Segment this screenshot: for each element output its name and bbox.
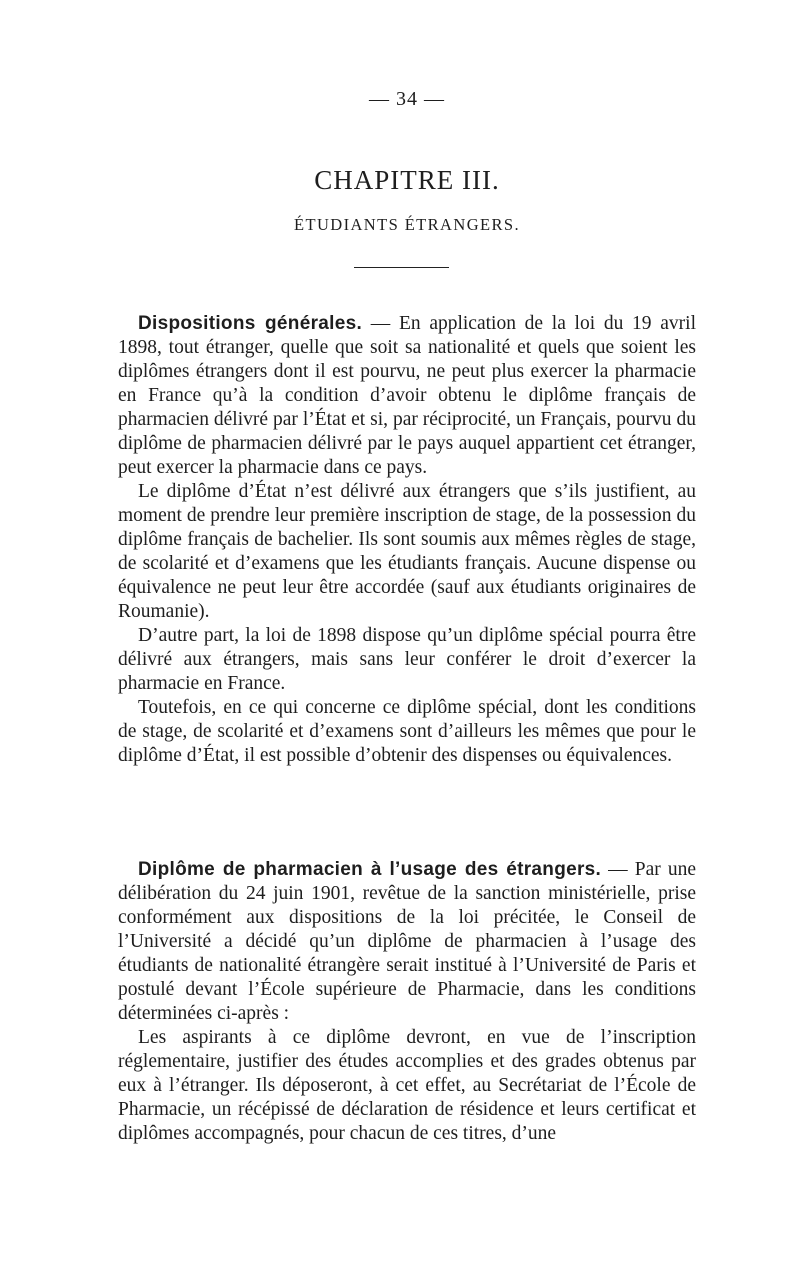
chapter-title: CHAPITRE III. <box>314 165 500 195</box>
section-heading: Dispositions générales. <box>138 313 363 334</box>
paragraph <box>118 858 696 1026</box>
paragraph: Le diplôme d’État n’est délivré aux étrangers que s’ils justifient, au moment de prendre leur première inscription de stage, de la possession du diplôme français de bachelier. Ils sont soumis aux mêmes règles de stage, de scolarité et d’examens que les étudiants français. Aucune dispense ou équivalence ne peut leur être accordée (sauf aux étudiants originaires de Roumanie). <box>118 481 696 622</box>
section-general-provisions <box>118 312 696 768</box>
paragraph-text: — En application de la loi du 19 avril 1898, tout étranger, quelle que soit sa nationalité et quels que soient les diplômes étrangers dont il est pourvu, ne peut plus exercer la pharmacie en France qu’à la condition d’avoir obtenu le diplôme français de pharmacien délivré par l’État et si, par réciprocité, un Français, pourvu du diplôme de pharmacien délivré par le pays auquel appartient cet étranger, peut exercer la pharmacie dans ce pays. <box>118 313 696 478</box>
paragraph-text: — Par une délibération du 24 juin 1901, revêtue de la sanction ministérielle, prise conformément aux dispositions de la loi précitée, le Conseil de l’Université a décidé qu’un diplôme de pharmacien à l’usage des étudiants de nationalité étrangère serait institué à l’Université de Paris et postulé devant l’École supérieure de Pharmacie, dans les conditions déterminées ci-après : <box>118 859 696 1024</box>
chapter-subtitle: ÉTUDIANTS ÉTRANGERS. <box>294 215 520 234</box>
section-divider <box>354 267 449 268</box>
section-foreign-diploma <box>118 858 696 1146</box>
paragraph: Les aspirants à ce diplôme devront, en vue de l’inscription réglementaire, justifier des études accomplies et des grades obtenus par eux à l’étranger. Ils déposeront, à cet effet, au Secrétariat de l’École de Pharmacie, un récépissé de déclaration de résidence et leurs certificat et diplômes accompagnés, pour chacun de ces titres, d’une <box>118 1027 696 1144</box>
paragraph <box>118 312 696 480</box>
paragraph: D’autre part, la loi de 1898 dispose qu’un diplôme spécial pourra être délivré aux étrangers, mais sans leur conférer le droit d’exercer la pharmacie en France. <box>118 625 696 694</box>
paragraph: Toutefois, en ce qui concerne ce diplôme spécial, dont les conditions de stage, de scolarité et d’examens sont d’ailleurs les mêmes que pour le diplôme d’État, il est possible d’obtenir des dispenses ou équivalences. <box>118 697 696 766</box>
section-heading: Diplôme de pharmacien à l’usage des étrangers. <box>138 859 602 880</box>
page-number: — 34 — <box>369 88 445 110</box>
